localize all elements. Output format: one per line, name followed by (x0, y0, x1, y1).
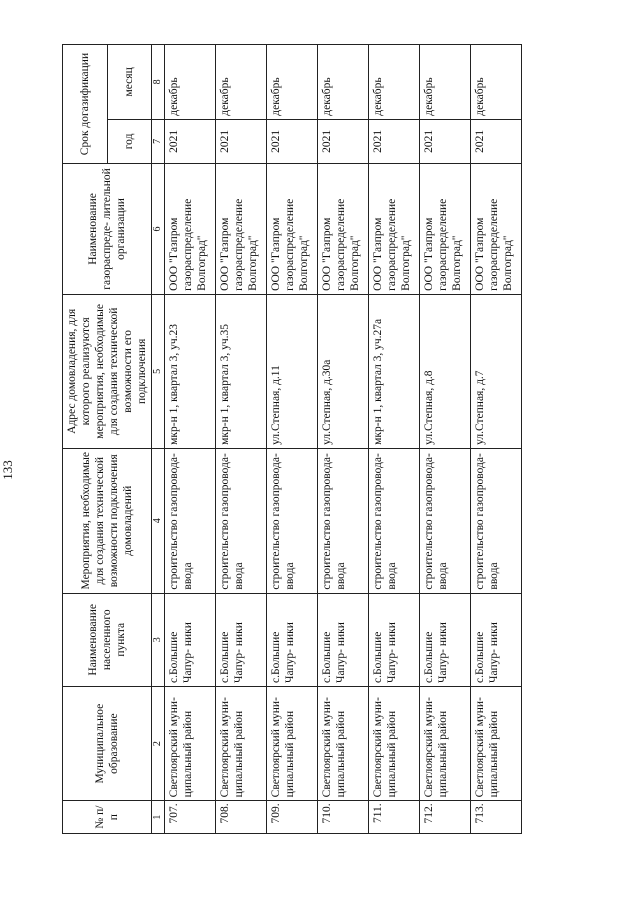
month-cell: декабрь (369, 45, 420, 120)
page-number: 133 (0, 460, 15, 480)
year-cell: 2021 (318, 119, 369, 163)
table-row (267, 45, 318, 834)
event-cell: строительство газопровода- ввода (318, 448, 369, 593)
table-row (318, 45, 369, 834)
municipality-cell: Светлоярский муни- ципальный район (216, 686, 267, 800)
municipality-cell: Светлоярский муни- ципальный район (267, 686, 318, 800)
table-row (165, 45, 216, 834)
row-number: 709. (267, 801, 318, 834)
event-cell: строительство газопровода- ввода (165, 448, 216, 593)
event-cell: строительство газопровода- ввода (471, 448, 522, 593)
month-cell: декабрь (318, 45, 369, 120)
column-number: 3 (152, 593, 165, 686)
organization-cell: ООО "Газпром газораспределение Волгоград" (369, 164, 420, 295)
address-cell: ул.Степная, д.11 (267, 294, 318, 448)
table-row (369, 45, 420, 834)
column-number-row (152, 45, 165, 834)
settlement-cell: с.Большие Чапур- ники (471, 593, 522, 686)
month-cell: декабрь (216, 45, 267, 120)
column-number: 2 (152, 686, 165, 800)
column-number: 7 (152, 119, 165, 163)
rotated-table-container (62, 44, 630, 834)
row-number: 713. (471, 801, 522, 834)
gasification-table (62, 44, 522, 834)
event-cell: строительство газопровода- ввода (420, 448, 471, 593)
address-cell: мкр-н 1, квартал 3, уч.23 (165, 294, 216, 448)
year-cell: 2021 (216, 119, 267, 163)
organization-cell: ООО "Газпром газораспределение Волгоград" (471, 164, 522, 295)
month-cell: декабрь (420, 45, 471, 120)
settlement-cell: с.Большие Чапур- ники (318, 593, 369, 686)
header-year: год (107, 119, 152, 163)
row-number: 707. (165, 801, 216, 834)
header-event: Мероприятия, необходимые для создания технической возможности подключения домовладений (63, 448, 152, 593)
header-address: Адрес домовладения, для которого реализуются мероприятия, необходимые для создания технической возможности его подключения (63, 294, 152, 448)
organization-cell: ООО "Газпром газораспределение Волгоград" (420, 164, 471, 295)
address-cell: ул.Степная, д.8 (420, 294, 471, 448)
year-cell: 2021 (267, 119, 318, 163)
address-cell: мкр-н 1, квартал 3, уч.35 (216, 294, 267, 448)
month-cell: декабрь (267, 45, 318, 120)
settlement-cell: с.Большие Чапур- ники (165, 593, 216, 686)
year-cell: 2021 (420, 119, 471, 163)
header-organization: Наименование газораспреде- лительной организации (63, 164, 152, 295)
municipality-cell: Светлоярский муни- ципальный район (369, 686, 420, 800)
address-cell: ул.Степная, д.7 (471, 294, 522, 448)
column-number: 6 (152, 164, 165, 295)
row-number: 710. (318, 801, 369, 834)
address-cell: мкр-н 1, квартал 3, уч.27а (369, 294, 420, 448)
settlement-cell: с.Большие Чапур- ники (420, 593, 471, 686)
event-cell: строительство газопровода- ввода (267, 448, 318, 593)
table-row (216, 45, 267, 834)
address-cell: ул.Степная, д.30а (318, 294, 369, 448)
event-cell: строительство газопровода- ввода (216, 448, 267, 593)
month-cell: декабрь (165, 45, 216, 120)
table-row (471, 45, 522, 834)
column-number: 1 (152, 801, 165, 834)
column-number: 4 (152, 448, 165, 593)
municipality-cell: Светлоярский муни- ципальный район (471, 686, 522, 800)
header-deadline: Срок догазификации (63, 45, 108, 164)
table-row (420, 45, 471, 834)
year-cell: 2021 (471, 119, 522, 163)
event-cell: строительство газопровода- ввода (369, 448, 420, 593)
municipality-cell: Светлоярский муни- ципальный район (318, 686, 369, 800)
header-municipality: Муниципальное образование (63, 686, 152, 800)
year-cell: 2021 (165, 119, 216, 163)
organization-cell: ООО "Газпром газораспределение Волгоград" (165, 164, 216, 295)
organization-cell: ООО "Газпром газораспределение Волгоград" (318, 164, 369, 295)
column-number: 8 (152, 45, 165, 120)
settlement-cell: с.Большие Чапур- ники (216, 593, 267, 686)
settlement-cell: с.Большие Чапур- ники (267, 593, 318, 686)
row-number: 711. (369, 801, 420, 834)
year-cell: 2021 (369, 119, 420, 163)
month-cell: декабрь (471, 45, 522, 120)
row-number: 708. (216, 801, 267, 834)
municipality-cell: Светлоярский муни- ципальный район (165, 686, 216, 800)
organization-cell: ООО "Газпром газораспределение Волгоград" (216, 164, 267, 295)
header-settlement: Наименование населенного пункта (63, 593, 152, 686)
settlement-cell: с.Большие Чапур- ники (369, 593, 420, 686)
row-number: 712. (420, 801, 471, 834)
column-number: 5 (152, 294, 165, 448)
header-num: № п/п (63, 801, 152, 834)
municipality-cell: Светлоярский муни- ципальный район (420, 686, 471, 800)
organization-cell: ООО "Газпром газораспределение Волгоград" (267, 164, 318, 295)
header-month: месяц (107, 45, 152, 120)
header-row (63, 45, 108, 834)
